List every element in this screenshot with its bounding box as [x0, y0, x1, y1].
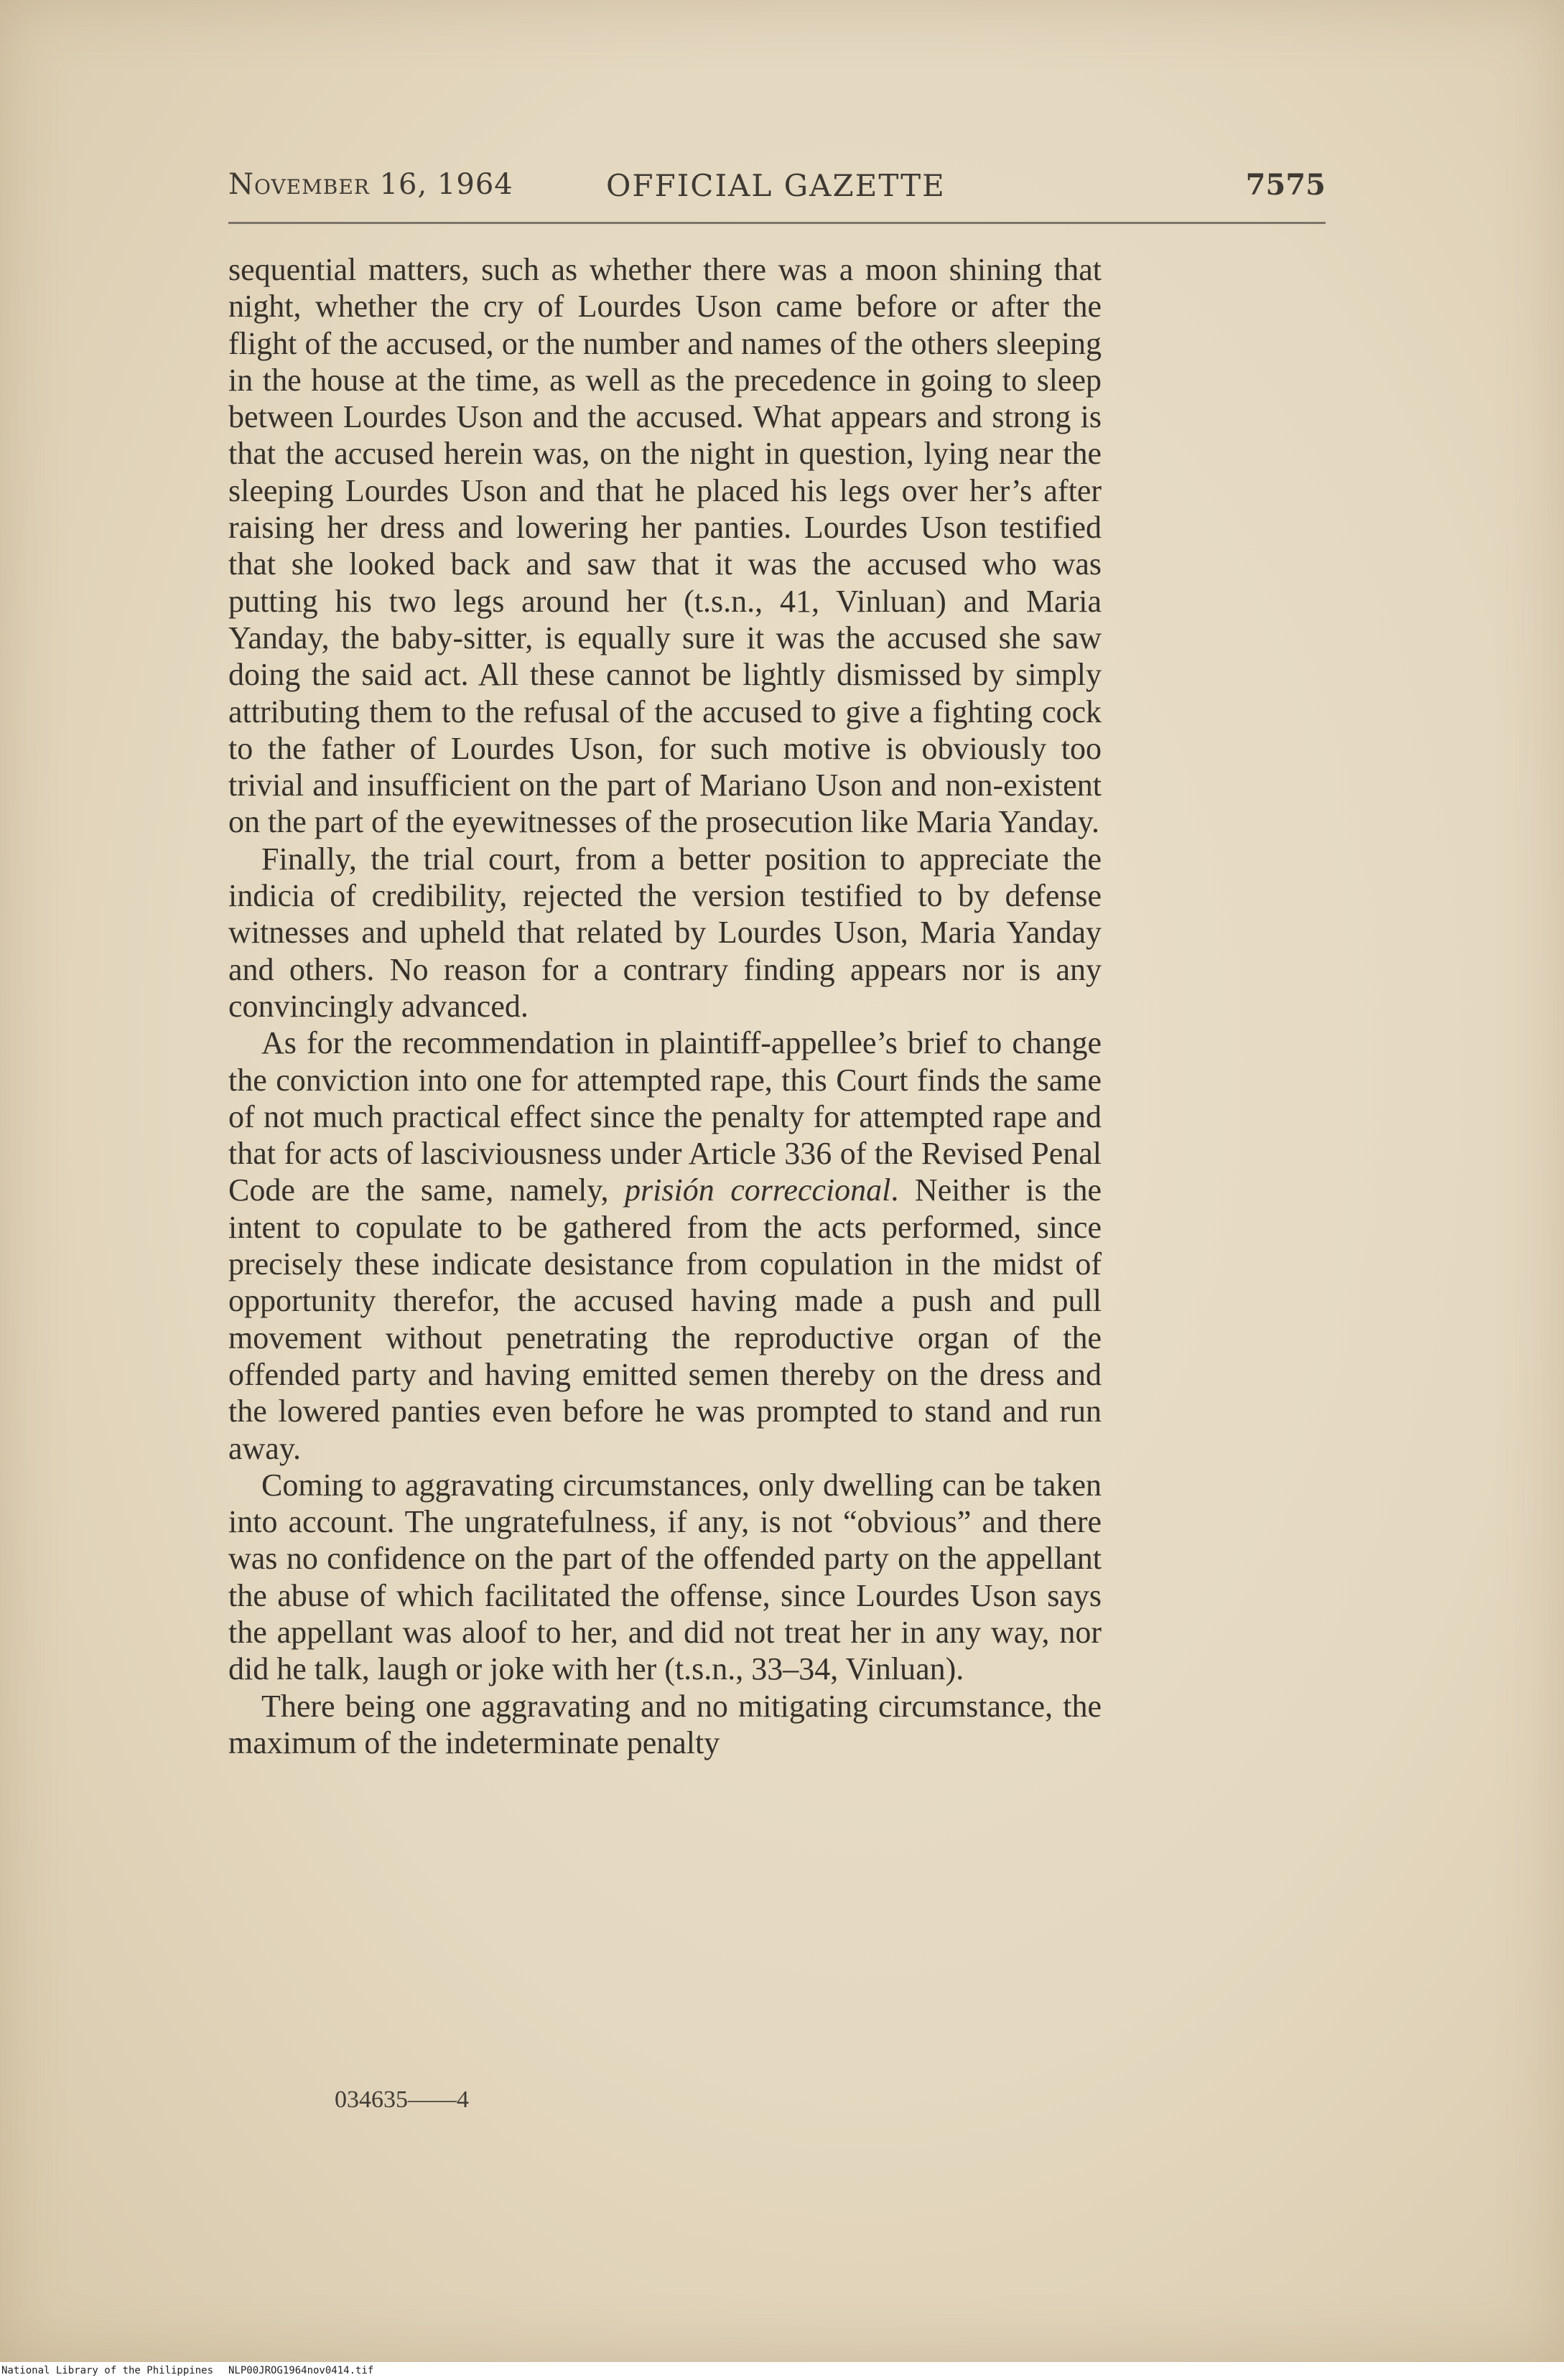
- scan-footer: [0, 2362, 1564, 2380]
- paragraph-1: sequential matters, such as whether there was a moon shining that night, whether the cry of Lourdes Uson came before or after the flight of the accused, or the number and names of the others sleeping in the house at the time, as well as the precedence in going to sleep between Lourdes Uson and the accused. What appears and strong is that the accused herein was, on the night in question, lying near the sleeping Lourdes Uson and that he placed his legs over her’s after raising her dress and lowering her panties. Lourdes Uson testified that she looked back and saw that it was the accused who was putting his two legs around her (t.s.n., 41, Vinluan) and Maria Yanday, the baby-sitter, is equally sure it was the accused she saw doing the said act. All these cannot be lightly dismissed by simply attributing them to the refusal of the accused to give a fighting cock to the father of Lourdes Uson, for such motive is obviously too trivial and insufficient on the part of Mariano Uson and non-existent on the part of the eyewitnesses of the prosecution like Maria Yanday.: [228, 252, 1102, 840]
- scan-footer-file: NLP00JROG1964nov0414.tif: [228, 2365, 374, 2376]
- paragraph-4: Coming to aggravating circumstances, only dwelling can be taken into account. The ungratefulness, if any, is not “obvious” and there was no confidence on the part of the offended party on the appellant the abuse of which facilitated the offense, since Lourdes Uson says the appellant was aloof to her, and did not treat her in any way, nor did he talk, laugh or joke with her (t.s.n., 33–34, Vinluan).: [228, 1467, 1102, 1687]
- body-text: [228, 251, 1102, 1761]
- header-title: OFFICIAL GAZETTE: [606, 168, 946, 203]
- printer-signature: 034635——4: [335, 2086, 469, 2113]
- paragraph-5: There being one aggravating and no mitigating circumstance, the maximum of the indeterminate penalty: [228, 1688, 1102, 1760]
- header-date: November 16, 1964: [228, 168, 513, 201]
- scan-footer-library: National Library of the Philippines: [1, 2365, 214, 2376]
- paragraph-3: As for the recommendation in plaintiff-appellee’s brief to change the conviction into one for attempted rape, this Court finds the same of not much practical effect since the penalty for attempted rape and that for acts of lasciviousness under Article 336 of the Revised Penal Code are the same, namely, prisión correccional. Neither is the intent to copulate to be gathered from the acts performed, since precisely these indicate desistance from copulation in the midst of opportunity therefor, the accused having made a push and pull movement without penetrating the reproductive organ of the offended party and having emitted semen thereby on the dress and the lowered panties even before he was prompted to stand and run away.: [228, 1025, 1102, 1466]
- page-header: [228, 164, 1326, 210]
- paragraph-2: Finally, the trial court, from a better position to appreciate the indicia of credibility, rejected the version testified to by defense witnesses and upheld that related by Lourdes Uson, Maria Yanday and others. No reason for a contrary finding appears nor is any convincingly advanced.: [228, 841, 1102, 1024]
- penalty-term: prisión correccional: [625, 1172, 891, 1208]
- header-page-number: 7575: [1245, 168, 1326, 202]
- header-rule: [228, 222, 1326, 224]
